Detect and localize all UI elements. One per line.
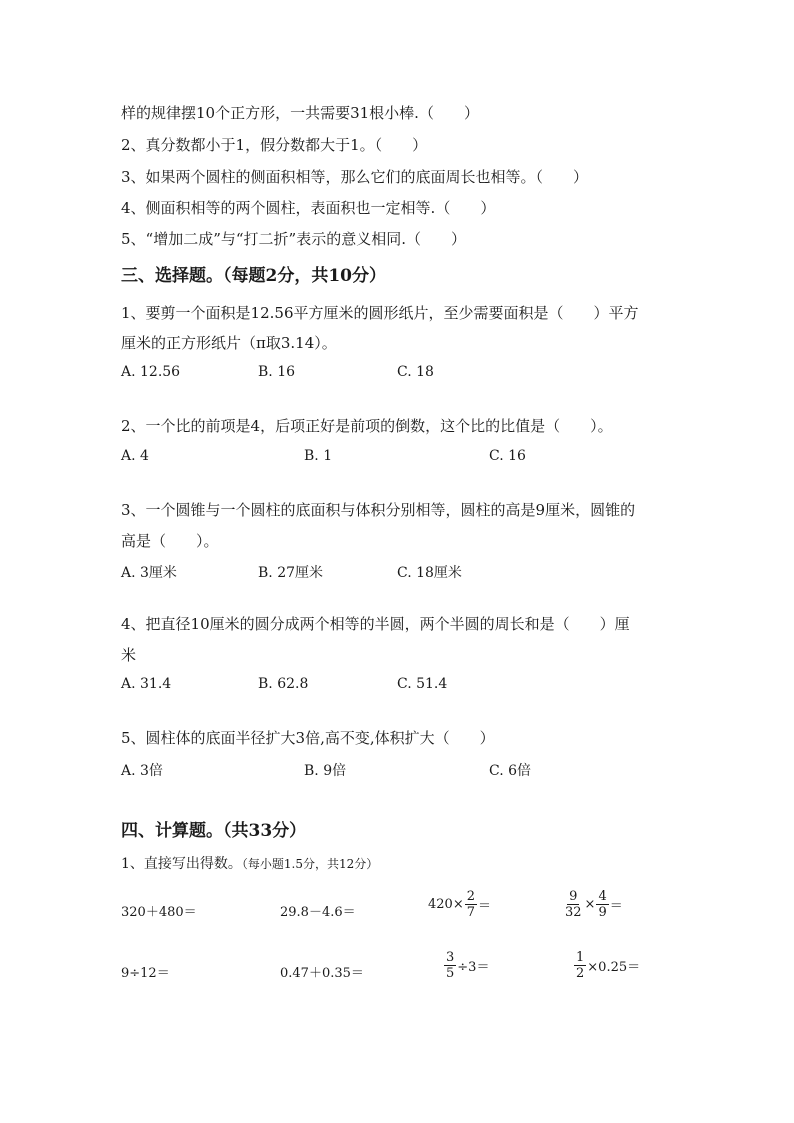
choice-q3-line1: 3、一个圆锥与一个圆柱的底面积与体积分别相等，圆柱的高是9厘米，圆锥的 bbox=[121, 501, 636, 519]
section-calc-title: 四、计算题。（共33分） bbox=[121, 821, 307, 841]
choice-q3-option-b: B. 27厘米 bbox=[258, 565, 324, 581]
calc-expr-r1-3-post: ＝ bbox=[478, 899, 492, 914]
judge-item-2: 2、真分数都小于1，假分数都大于1。（ ） bbox=[121, 136, 428, 154]
calc-expr-r2-4-post: ×0.25＝ bbox=[587, 960, 641, 975]
fraction-denominator: 2 bbox=[576, 966, 585, 981]
calc-expr-r1-3-pre: 420× bbox=[428, 897, 464, 912]
calc-expr-r1-4-post: ＝ bbox=[609, 899, 623, 914]
calc-expr-r2-1: 9÷12＝ bbox=[121, 966, 170, 981]
choice-q3-line2: 高是（ ）。 bbox=[121, 532, 219, 550]
section-choice-title: 三、选择题。（每题2分，共10分） bbox=[121, 266, 386, 286]
choice-q1-option-a: A. 12.56 bbox=[121, 364, 181, 380]
choice-q5-option-c: C. 6倍 bbox=[489, 763, 532, 779]
choice-q3-option-c: C. 18厘米 bbox=[397, 565, 462, 581]
fraction-denominator: 7 bbox=[466, 905, 475, 920]
choice-q1-line1: 1、要剪一个面积是12.56平方厘米的圆形纸片，至少需要面积是（ ）平方 bbox=[121, 304, 639, 322]
judge-item-1-cont: 样的规律摆10个正方形，一共需要31根小棒.（ ） bbox=[121, 104, 479, 122]
fraction-numerator: 4 bbox=[598, 889, 607, 904]
calc-expr-r1-4-op: × bbox=[584, 897, 596, 912]
calc-expr-r1-4-fraction-2 bbox=[596, 889, 608, 920]
calc-sub-main: 1、直接写出得数。 bbox=[121, 856, 242, 872]
fraction-numerator: 3 bbox=[446, 950, 455, 965]
calc-expr-r1-3-fraction bbox=[465, 889, 477, 920]
fraction-numerator: 9 bbox=[569, 889, 578, 904]
judge-item-4: 4、侧面积相等的两个圆柱，表面积也一定相等.（ ） bbox=[121, 199, 496, 217]
choice-q2-option-a: A. 4 bbox=[121, 448, 149, 464]
calc-expr-r1-4-fraction-1 bbox=[563, 889, 584, 920]
judge-item-3: 3、如果两个圆柱的侧面积相等，那么它们的底面周长也相等。（ ） bbox=[121, 168, 589, 186]
choice-q1-line2: 厘米的正方形纸片（π取3.14）。 bbox=[121, 334, 337, 352]
choice-q4-line1: 4、把直径10厘米的圆分成两个相等的半圆，两个半圆的周长和是（ ）厘 bbox=[121, 615, 630, 633]
calc-expr-r1-3 bbox=[428, 889, 491, 920]
fraction-numerator: 2 bbox=[466, 889, 475, 904]
calc-expr-r1-2: 29.8－4.6＝ bbox=[280, 905, 356, 920]
choice-q2-option-c: C. 16 bbox=[489, 448, 526, 464]
choice-q2-option-b: B. 1 bbox=[304, 448, 333, 464]
choice-q3-option-a: A. 3厘米 bbox=[121, 565, 177, 581]
choice-q4-option-b: B. 62.8 bbox=[258, 676, 309, 692]
choice-q5-line1: 5、圆柱体的底面半径扩大3倍,高不变,体积扩大（ ） bbox=[121, 729, 495, 747]
choice-q4-option-a: A. 31.4 bbox=[121, 676, 172, 692]
calc-expr-r2-3-fraction bbox=[444, 950, 456, 981]
choice-q1-option-c: C. 18 bbox=[397, 364, 434, 380]
choice-q5-option-a: A. 3倍 bbox=[121, 763, 163, 779]
fraction-numerator: 1 bbox=[576, 950, 585, 965]
calc-expr-r2-3 bbox=[444, 950, 489, 981]
fraction-denominator: 9 bbox=[598, 905, 607, 920]
judge-item-5: 5、“增加二成”与“打二折”表示的意义相同.（ ） bbox=[121, 230, 466, 248]
calc-expr-r2-4 bbox=[574, 950, 640, 981]
calc-sub-title bbox=[121, 853, 378, 873]
fraction-denominator: 32 bbox=[565, 905, 582, 920]
fraction-denominator: 5 bbox=[446, 966, 455, 981]
choice-q5-option-b: B. 9倍 bbox=[304, 763, 347, 779]
calc-expr-r2-4-fraction bbox=[574, 950, 586, 981]
calc-expr-r1-1: 320＋480＝ bbox=[121, 905, 197, 920]
calc-expr-r2-3-post: ÷3＝ bbox=[457, 960, 490, 975]
calc-sub-note: （每小题1.5分，共12分） bbox=[241, 857, 379, 871]
choice-q4-option-c: C. 51.4 bbox=[397, 676, 448, 692]
choice-q1-option-b: B. 16 bbox=[258, 364, 296, 380]
choice-q2-line1: 2、一个比的前项是4，后项正好是前项的倒数，这个比的比值是（ ）。 bbox=[121, 417, 613, 435]
calc-expr-r1-4 bbox=[563, 889, 623, 920]
calc-expr-r2-2: 0.47＋0.35＝ bbox=[280, 966, 364, 981]
choice-q4-line2: 米 bbox=[121, 646, 137, 664]
